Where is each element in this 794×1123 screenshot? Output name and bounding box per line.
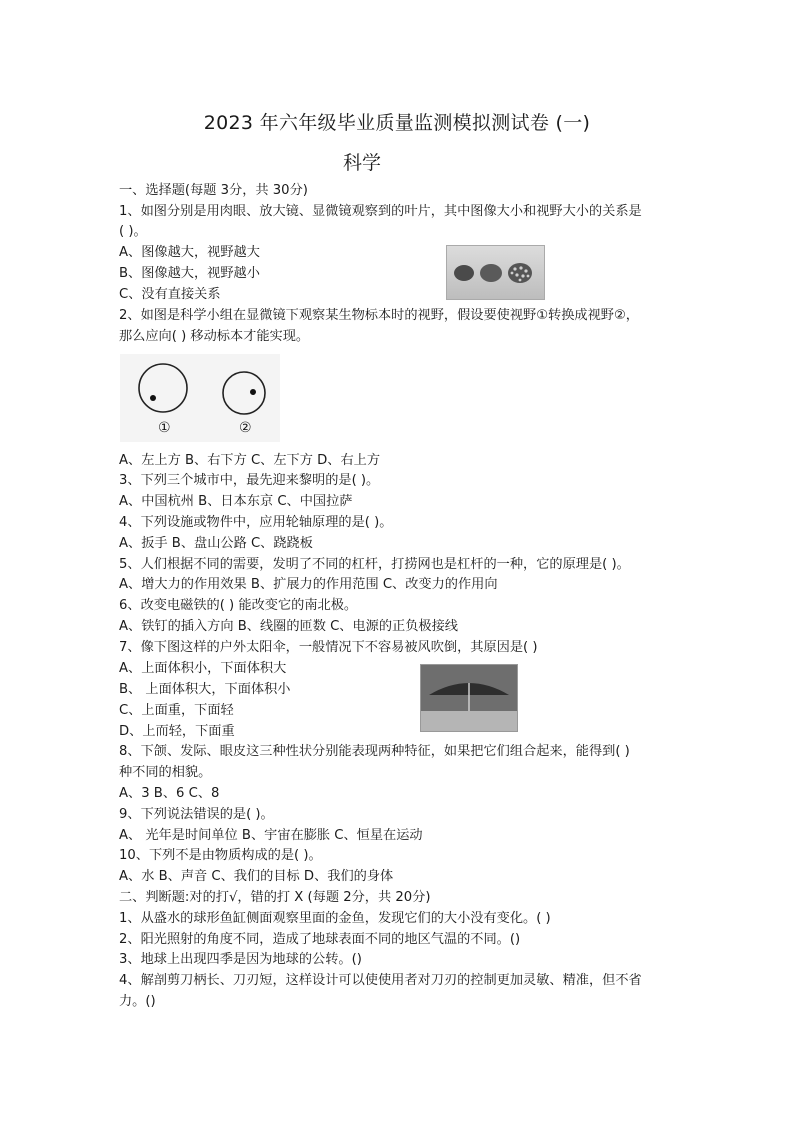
- text-line: C、没有直接关系: [119, 287, 221, 302]
- text-line: 一、选择题(每题 3分，共 30分): [119, 183, 308, 198]
- text-line: A、铁钉的插入方向 B、线圈的匝数 C、电源的正负极接线: [119, 619, 458, 634]
- text-line: 4、下列设施或物件中，应用轮轴原理的是( )。: [119, 515, 393, 530]
- text-line: 1、从盛水的球形鱼缸侧面观察里面的金鱼，发现它们的大小没有变化。( ): [119, 911, 551, 926]
- text-line: 4、解剖剪刀柄长、刀刃短，这样设计可以使使用者对刀刃的控制更加灵敏、精准，但不省: [119, 973, 642, 988]
- text-line: A、 光年是时间单位 B、宇宙在膨胀 C、恒星在运动: [119, 828, 423, 843]
- text-line: D、上而轻，下面重: [119, 724, 235, 739]
- text-line: 1、如图分别是用肉眼、放大镜、显微镜观察到的叶片，其中图像大小和视野大小的关系是: [119, 204, 642, 219]
- text-line: B、图像越大，视野越小: [119, 266, 260, 281]
- text-line: A、增大力的作用效果 B、扩展力的作用范围 C、改变力的作用向: [119, 577, 498, 592]
- text-line: 6、改变电磁铁的( ) 能改变它的南北极。: [119, 598, 358, 613]
- text-line: 3、地球上出现四季是因为地球的公转。(): [119, 952, 362, 967]
- exam-title: 2023 年六年级毕业质量监测模拟测试卷 (一): [203, 112, 591, 134]
- text-line: A、图像越大，视野越大: [119, 245, 260, 260]
- subject-title: 科学: [343, 152, 382, 174]
- text-line: 9、下列说法错误的是( )。: [119, 807, 274, 822]
- text-line: 2、阳光照射的角度不同，造成了地球表面不同的地区气温的不同。(): [119, 932, 521, 947]
- text-line: A、上面体积小，下面体积大: [119, 661, 287, 676]
- view-2-label: ②: [239, 420, 252, 436]
- text-line: A、水 B、声音 C、我们的目标 D、我们的身体: [119, 869, 394, 884]
- text-line: 3、下列三个城市中，最先迎来黎明的是( )。: [119, 473, 380, 488]
- text-line: B、 上面体积大，下面体积小: [119, 682, 291, 697]
- text-line: C、上面重，下面轻: [119, 703, 234, 718]
- microscope-view-figure: [120, 354, 280, 442]
- text-line: 种不同的相貌。: [119, 765, 212, 780]
- text-line: A、左上方 B、右下方 C、左下方 D、右上方: [119, 453, 381, 468]
- text-line: 8、下颌、发际、眼皮这三种性状分别能表现两种特征，如果把它们组合起来，能得到( ): [119, 744, 630, 759]
- text-line: 5、人们根据不同的需要，发明了不同的杠杆，打捞网也是杠杆的一种，它的原理是( )。: [119, 557, 630, 572]
- text-line: A、中国杭州 B、日本东京 C、中国拉萨: [119, 494, 353, 509]
- text-line: A、3 B、6 C、8: [119, 786, 220, 801]
- text-line: A、扳手 B、盘山公路 C、跷跷板: [119, 536, 313, 551]
- text-line: ( )。: [119, 224, 147, 239]
- text-line: 7、像下图这样的户外太阳伞，一般情况下不容易被风吹倒，其原因是( ): [119, 640, 538, 655]
- text-line: 2、如图是科学小组在显微镜下观察某生物标本时的视野，假设要使视野①转换成视野②，: [119, 308, 639, 323]
- leaf-magnification-figure: [446, 245, 545, 300]
- sun-umbrella-photo: [420, 664, 518, 732]
- text-line: 10、下列不是由物质构成的是( )。: [119, 848, 322, 863]
- view-1-label: ①: [158, 420, 171, 436]
- text-line: 二、判断题:对的打√，错的打 X (每题 2分，共 20分): [119, 890, 431, 905]
- text-line: 力。(): [119, 994, 156, 1009]
- text-line: 那么应向( ) 移动标本才能实现。: [119, 329, 310, 344]
